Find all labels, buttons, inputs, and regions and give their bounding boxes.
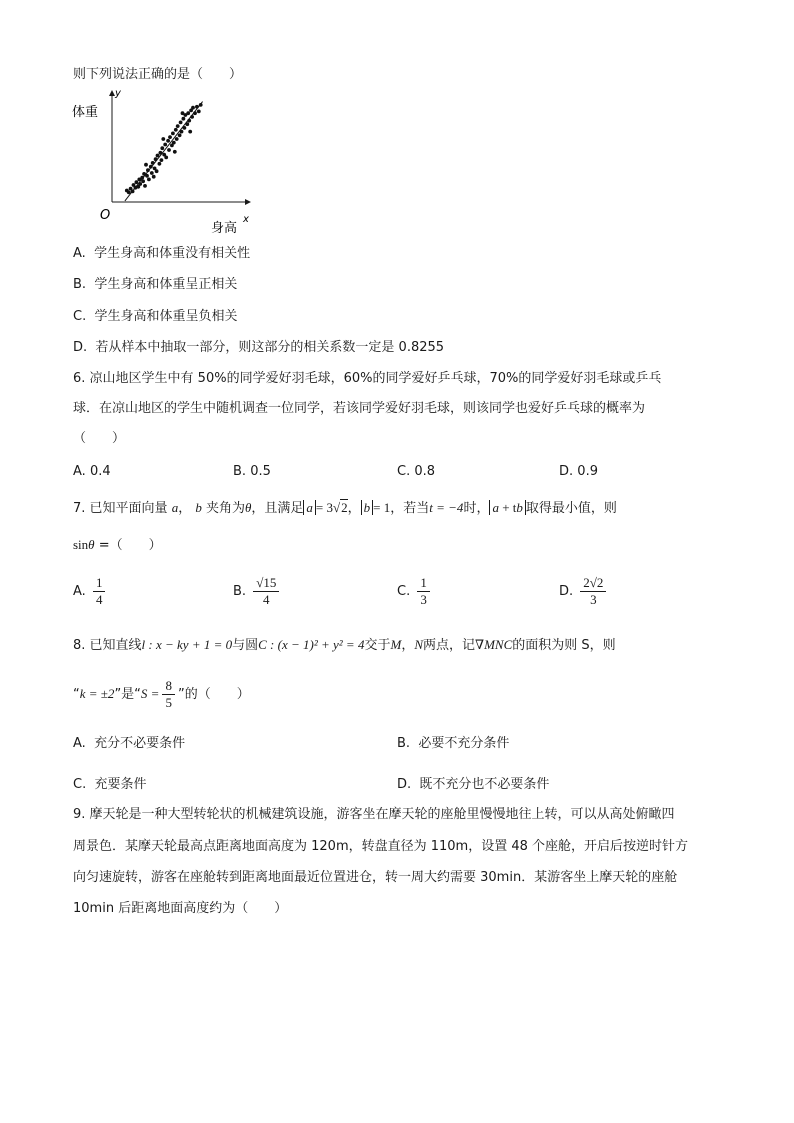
scatter-point (161, 137, 165, 141)
q5-intro: 则下列说法正确的是（ ） (73, 67, 243, 82)
fraction-numerator: 8 (162, 678, 175, 695)
scatter-point (160, 146, 164, 150)
scatter-point (127, 190, 131, 194)
s-equals: S = (140, 686, 160, 701)
q7-line2-post: =（ ） (94, 538, 162, 553)
q8-line-1 (73, 636, 616, 655)
q7-text: 夹角为 (205, 501, 245, 516)
scatter-point (149, 165, 153, 169)
origin-label: O (100, 208, 111, 223)
scatter-point (190, 115, 194, 119)
q7-line-1 (73, 499, 617, 518)
q5-option-d[interactable] (73, 339, 444, 357)
q7-option-d[interactable] (559, 575, 609, 608)
cond-a-text: = 3 (315, 500, 333, 515)
q9-line-3: 向匀速旋转，游客在座舱转到距离地面最近位置进仓，转一周大约需要 30min．某游客坐上摩天轮的座舱 (73, 870, 678, 885)
q7-option-b[interactable] (233, 575, 282, 608)
q8-text: 与圆 (232, 638, 259, 653)
q8-text: 8. 已知直线 (73, 638, 142, 653)
x-axis-symbol: x (243, 214, 249, 225)
line-equation: l : x − ky + 1 = 0 (141, 637, 233, 652)
scatter-point (182, 117, 186, 121)
abs-b: b (361, 500, 374, 515)
option-letter: B. (73, 277, 87, 292)
option-text: 学生身高和体重呈正相关 (94, 277, 238, 292)
sqrt-radicand: 2 (341, 500, 348, 515)
q7-text: ，若当 (390, 501, 430, 516)
scatter-point (155, 169, 159, 173)
q6-option-b[interactable] (233, 463, 271, 481)
scatter-point (138, 182, 142, 186)
scatter-point (180, 130, 184, 134)
scatter-point (176, 124, 180, 128)
q6-option-d[interactable] (559, 463, 598, 481)
option-letter: C. (73, 309, 87, 324)
option-text: 学生身高和体重呈负相关 (94, 309, 238, 324)
x-axis-label: 身高 (211, 221, 238, 236)
expr-a: a (492, 500, 499, 515)
theta-symbol: θ (88, 537, 95, 552)
scatter-point (173, 150, 177, 154)
q7-text: ， (347, 501, 361, 516)
fraction-numerator: √15 (253, 575, 279, 592)
option-letter: B. (233, 464, 247, 479)
q8-text: “ (73, 687, 80, 702)
scatter-point (193, 111, 197, 115)
option-text: 0.4 (89, 464, 111, 479)
scatter-point (163, 143, 167, 147)
q8-line-2 (73, 678, 250, 711)
option-fraction (253, 575, 279, 608)
q7-text: 时， (463, 501, 490, 516)
scatter-point (152, 175, 156, 179)
option-text: 若从样本中抽取一部分，则这部分的相关系数一定是 0.8255 (95, 340, 445, 355)
option-letter: D. (559, 464, 574, 479)
fraction-numerator: 1 (93, 575, 106, 592)
q9-line-2: 周景色．某摩天轮最高点距离地面高度为 120m，转盘直径为 110m，设置 48 个座舱，开启后按逆时针方 (73, 839, 689, 854)
scatter-point (164, 156, 168, 160)
scatter-point (144, 163, 148, 167)
scatter-point (167, 148, 171, 152)
scatter-point (171, 132, 175, 136)
scatter-point (174, 128, 178, 132)
scatter-point (140, 176, 144, 180)
abs-a: a (303, 500, 316, 515)
q8-text: ， (401, 638, 415, 653)
circle-equation: C : (x − 1)² + y² = 4 (258, 637, 365, 652)
abs-expression (489, 500, 525, 515)
scatter-point (186, 111, 190, 115)
fraction-denominator: 3 (590, 592, 597, 607)
fraction-numerator: 1 (417, 575, 430, 592)
point-m: M (390, 637, 402, 652)
theta-symbol: θ (245, 500, 252, 515)
scatter-point (143, 184, 147, 188)
scatter-point (158, 162, 162, 166)
scatter-point (159, 151, 163, 155)
q8-text: 的面积为则 S，则 (512, 638, 616, 653)
q7-option-a[interactable] (73, 575, 108, 608)
option-letter: D. (73, 340, 88, 355)
scatter-point (154, 157, 158, 161)
q7-option-c[interactable] (397, 575, 433, 608)
y-axis-symbol: y (115, 88, 121, 99)
scatter-point (166, 139, 170, 143)
q7-line-2 (73, 536, 162, 555)
scatter-point (195, 105, 199, 109)
scatter-point (178, 133, 182, 137)
q8-option-d[interactable] (397, 776, 549, 794)
q8-text: 两点，记 (423, 638, 476, 653)
option-text: 既不充分也不必要条件 (419, 777, 550, 792)
scatter-point (188, 130, 192, 134)
scatter-point (183, 126, 187, 130)
scatter-point (187, 119, 191, 123)
q9-line-1: 9. 摩天轮是一种大型转轮状的机械建筑设施，游客坐在摩天轮的座舱里慢慢地往上转，可以从高处俯瞰四 (73, 807, 675, 822)
scatter-point (181, 111, 185, 115)
q7-text: ， (178, 501, 192, 516)
option-letter: D. (397, 777, 412, 792)
expr-b: b (516, 500, 523, 515)
scatter-point (156, 154, 160, 158)
option-text: 0.9 (577, 464, 598, 479)
scatter-point (197, 110, 201, 114)
scatter-points (125, 103, 203, 194)
x-axis-arrow-icon (245, 199, 251, 205)
option-letter: A. (73, 464, 86, 479)
s-fraction (162, 678, 175, 711)
q8-text: ”的（ ） (177, 687, 250, 702)
option-fraction (417, 575, 430, 608)
scatter-point (131, 190, 135, 194)
t-condition: t = −4 (429, 500, 464, 515)
option-text: 0.8 (414, 464, 436, 479)
option-letter: A. (73, 736, 86, 751)
q6-option-c[interactable] (397, 463, 435, 481)
q8-option-c[interactable] (73, 776, 147, 794)
scatter-point (179, 121, 183, 125)
scatter-point (150, 171, 154, 175)
scatter-point (199, 103, 203, 107)
option-text: 必要不充分条件 (418, 736, 510, 751)
option-text: 学生身高和体重没有相关性 (94, 246, 251, 261)
fraction-denominator: 3 (420, 592, 427, 607)
q8-option-b[interactable] (397, 735, 509, 753)
fraction-denominator: 4 (263, 592, 270, 607)
q6-line-1: 6. 凉山地区学生中有 50%的同学爱好羽毛球，60%的同学爱好乒乓球，70%的同学爱好羽毛球或乒乓 (73, 371, 662, 386)
q6-line-3: （ ） (73, 431, 126, 446)
cond-a: = 3√2 (315, 500, 348, 515)
scatter-point (145, 174, 149, 178)
q7-text: 7. 已知平面向量 (73, 501, 168, 516)
option-letter: A. (73, 584, 86, 599)
option-text: 0.5 (250, 464, 271, 479)
q5-option-a[interactable] (73, 245, 250, 263)
scatter-point (135, 180, 139, 184)
y-axis-label: 体重 (72, 105, 99, 120)
expr-plus: + t (498, 500, 517, 515)
scatter-point (147, 178, 151, 182)
point-n: N (414, 637, 423, 652)
cond-b: = 1 (373, 500, 391, 515)
q6-option-a[interactable] (73, 463, 111, 481)
q7-text: 取得最小值，则 (525, 501, 617, 516)
scatter-point (172, 141, 176, 145)
k-condition: k = ±2 (79, 686, 115, 701)
option-letter: C. (397, 464, 411, 479)
sin-label: sin (73, 537, 89, 552)
q8-option-a[interactable] (73, 735, 185, 753)
option-letter: D. (559, 584, 574, 599)
scatter-point (185, 122, 189, 126)
scatter-point (146, 168, 150, 172)
option-letter: C. (73, 777, 87, 792)
q6-line-2: 球．在凉山地区的学生中随机调查一位同学，若该同学爱好羽毛球，则该同学也爱好乒乓球的概率为 (73, 401, 646, 416)
vector-b: b (195, 500, 202, 515)
triangle-mnc: ∇MNC (475, 637, 513, 652)
option-letter: B. (233, 584, 247, 599)
scatter-point (160, 158, 164, 162)
option-letter: C. (397, 584, 411, 599)
scatter-point (175, 137, 179, 141)
q8-text: ”是“ (114, 687, 141, 702)
fraction-denominator: 5 (165, 695, 172, 710)
q9-line-4: 10min 后距离地面高度约为（ ） (73, 901, 288, 916)
q5-option-c[interactable] (73, 308, 238, 326)
vector-a: a (171, 500, 179, 515)
option-text: 充要条件 (94, 777, 147, 792)
option-fraction (580, 575, 606, 608)
option-letter: B. (397, 736, 411, 751)
scatter-point (141, 179, 145, 183)
scatter-point (191, 106, 195, 110)
q7-text: ，且满足 (251, 501, 304, 516)
fraction-numerator: 2√2 (580, 575, 606, 592)
option-fraction (93, 575, 106, 608)
q8-text: 交于 (364, 638, 391, 653)
option-letter: A. (73, 246, 86, 261)
q5-option-b[interactable] (73, 276, 237, 294)
scatter-point (168, 135, 172, 139)
option-text: 充分不必要条件 (94, 736, 186, 751)
fraction-denominator: 4 (95, 592, 103, 607)
scatter-chart (70, 86, 255, 236)
scatter-point (151, 161, 155, 165)
